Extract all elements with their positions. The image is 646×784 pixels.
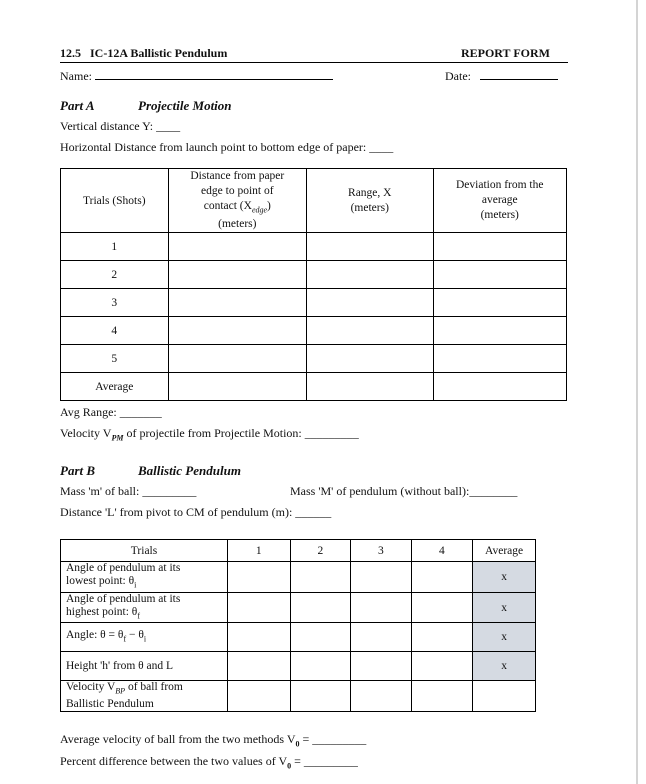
part-a-label: Part A <box>60 98 95 113</box>
table-row: 1 <box>61 233 567 261</box>
report-form-label: REPORT FORM <box>460 46 550 60</box>
col-trials: Trials (Shots) <box>61 169 169 233</box>
table-row: 4 <box>61 317 567 345</box>
part-a-title: Projectile Motion <box>138 98 232 113</box>
col-deviation: Deviation from the average (meters) <box>433 169 567 233</box>
avg-velocity-line: Average velocity of ball from the two methods $V_0$ = _________ <box>60 732 367 749</box>
report-header <box>60 46 568 63</box>
page-edge <box>636 0 638 784</box>
average-mark: x <box>473 652 536 681</box>
velocity-pm-line: Velocity $V_{PM}$ of projectile from Projectile Motion: _________ <box>60 426 359 443</box>
table-row <box>61 562 536 593</box>
part-b-title: Ballistic Pendulum <box>138 463 241 478</box>
date-field[interactable] <box>480 69 558 80</box>
part-b-label: Part B <box>60 463 96 478</box>
projectile-table <box>60 168 567 401</box>
row-height: Height 'h' from θ and L <box>61 652 228 681</box>
table-row <box>61 593 536 623</box>
row-lowest-angle: Angle of pendulum at its lowest point: $\theta_i$ <box>61 562 228 593</box>
table-row: 2 <box>61 261 567 289</box>
mass-ball-line: Mass 'm' of ball: _________ <box>60 484 197 498</box>
table-header-row <box>61 169 567 233</box>
table-row: 3 <box>61 289 567 317</box>
col-distance: Distance from paper edge to point of contact $(X_{edge})$ (meters) <box>168 169 306 233</box>
table-row <box>61 681 536 711</box>
avg-range-line: Avg Range: _______ <box>60 405 162 419</box>
percent-difference-line: Percent difference between the two values of $V_0$ = _________ <box>60 754 358 771</box>
row-velocity-bp: Velocity $V_{BP}$ of ball from Ballistic Pendulum <box>61 681 228 711</box>
horizontal-distance-line: Horizontal Distance from launch point to bottom edge of paper: ____ <box>60 140 394 154</box>
vertical-distance-line: Vertical distance Y: ____ <box>60 119 181 133</box>
ballistic-table <box>60 539 536 712</box>
table-row: 5 <box>61 345 567 373</box>
table-row <box>61 623 536 652</box>
average-mark: x <box>473 593 536 623</box>
name-line: Name: <box>60 69 333 84</box>
col-range: Range, X (meters) <box>307 169 433 233</box>
table-header-row: Trials 1 2 3 4 Average <box>61 540 536 562</box>
table-row-average: Average <box>61 373 567 401</box>
average-mark: x <box>473 562 536 593</box>
distance-l-line: Distance 'L' from pivot to CM of pendulum (m): ______ <box>60 505 332 519</box>
row-highest-angle: Angle of pendulum at its highest point: $\theta_f$ <box>61 593 228 623</box>
average-mark: x <box>473 623 536 652</box>
table-row <box>61 652 536 681</box>
mass-pendulum-line: Mass 'M' of pendulum (without ball):________ <box>290 484 518 498</box>
name-field[interactable] <box>95 69 333 80</box>
header-title: 12.5 IC-12A Ballistic Pendulum <box>60 46 228 60</box>
date-line: Date: <box>445 69 558 84</box>
row-angle: Angle: $\theta = \theta_f - \theta_i$ <box>61 623 228 652</box>
